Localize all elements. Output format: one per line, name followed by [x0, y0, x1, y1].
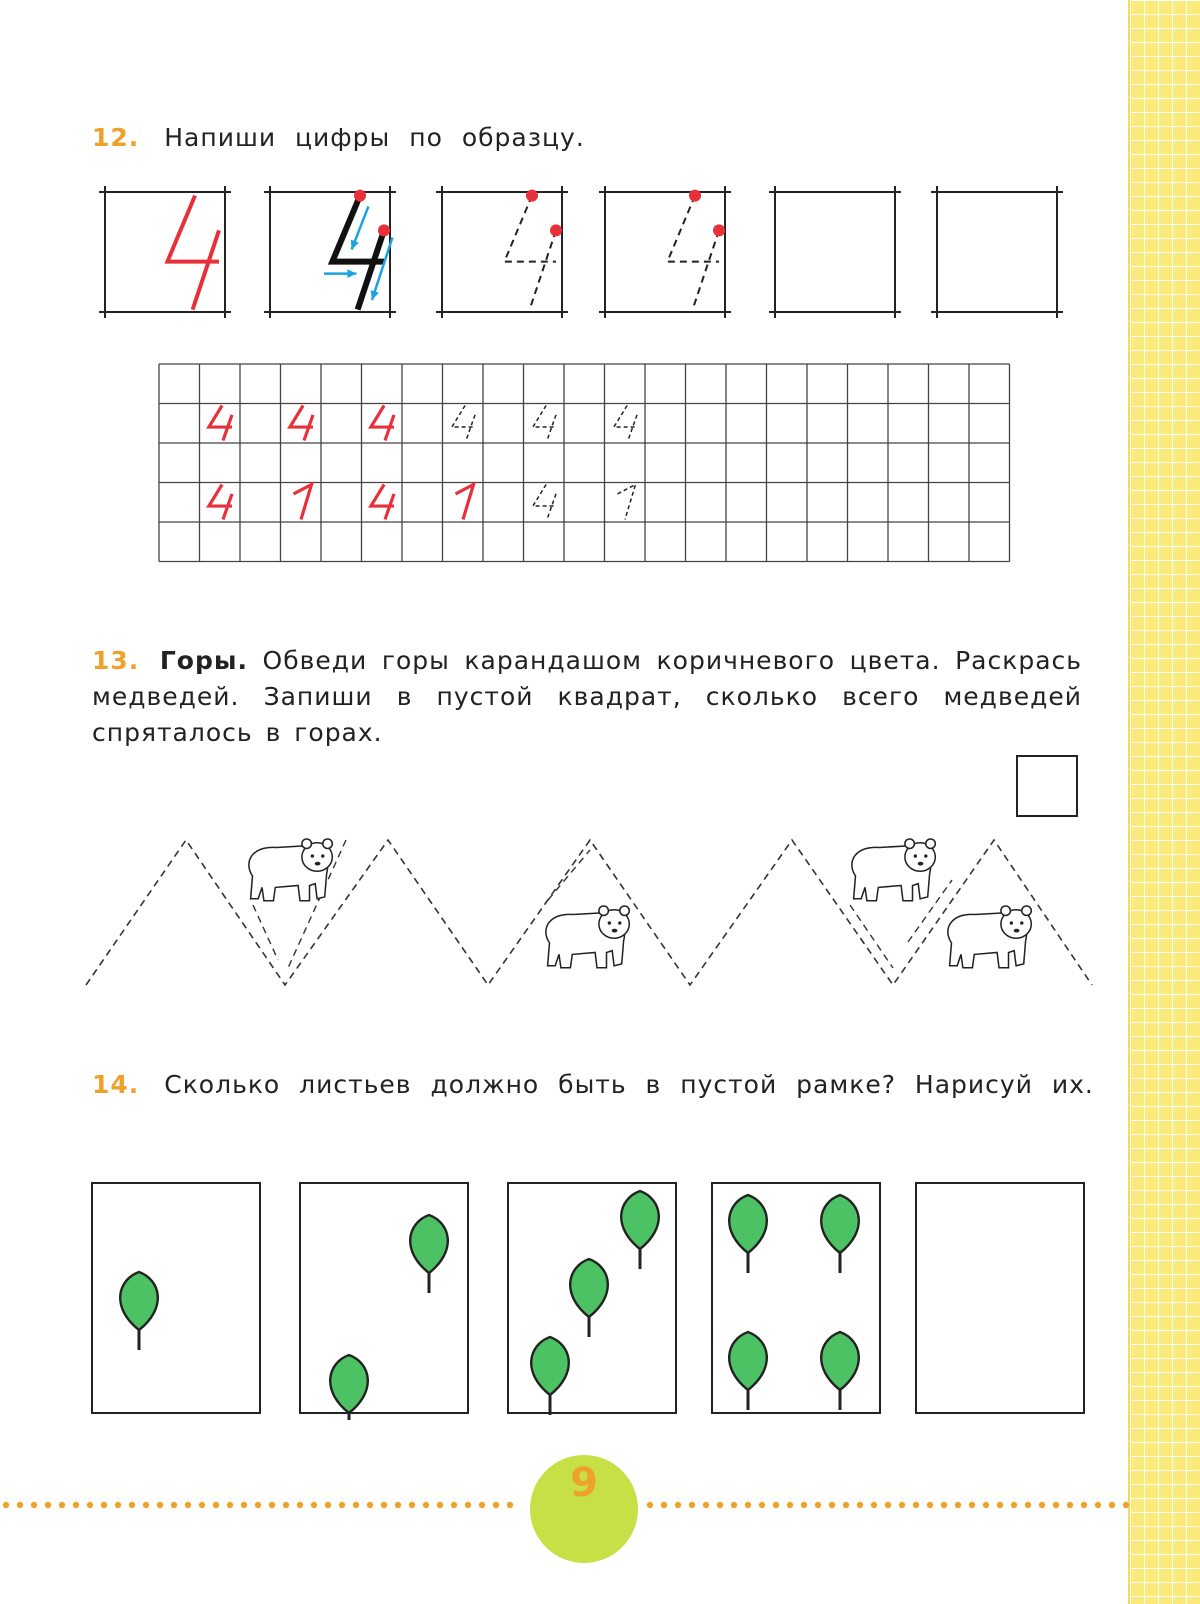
- footer-dot: [255, 1502, 261, 1508]
- footer-dot: [297, 1502, 303, 1508]
- footer-dot: [213, 1502, 219, 1508]
- footer-dot: [381, 1502, 387, 1508]
- footer-dot: [227, 1502, 233, 1508]
- footer-dot: [1067, 1502, 1073, 1508]
- footer-dot: [689, 1502, 695, 1508]
- page-number: [530, 1455, 638, 1563]
- page-number-text: 9: [570, 1460, 598, 1506]
- footer-dot: [997, 1502, 1003, 1508]
- task-14-number: 14.: [92, 1070, 140, 1099]
- footer-dot: [1095, 1502, 1101, 1508]
- footer-dot: [913, 1502, 919, 1508]
- footer-dot: [87, 1502, 93, 1508]
- footer-dot: [927, 1502, 933, 1508]
- footer-dot: [773, 1502, 779, 1508]
- footer-dot: [73, 1502, 79, 1508]
- footer-dot: [941, 1502, 947, 1508]
- footer-dot: [451, 1502, 457, 1508]
- footer-dot: [199, 1502, 205, 1508]
- footer-dot: [437, 1502, 443, 1508]
- footer-dot: [325, 1502, 331, 1508]
- footer-dot: [1123, 1502, 1129, 1508]
- footer-dot: [1109, 1502, 1115, 1508]
- footer-dot: [283, 1502, 289, 1508]
- task-12-number: 12.: [92, 123, 140, 152]
- footer-dot: [1011, 1502, 1017, 1508]
- footer-dot: [479, 1502, 485, 1508]
- footer-dot: [493, 1502, 499, 1508]
- footer-dot: [955, 1502, 961, 1508]
- footer-dot: [311, 1502, 317, 1508]
- footer-dot: [101, 1502, 107, 1508]
- footer-dot: [269, 1502, 275, 1508]
- footer-dot: [717, 1502, 723, 1508]
- footer-dot: [423, 1502, 429, 1508]
- footer-dot: [171, 1502, 177, 1508]
- footer-dot: [871, 1502, 877, 1508]
- footer-dot: [759, 1502, 765, 1508]
- footer-dot: [829, 1502, 835, 1508]
- footer-dot: [17, 1502, 23, 1508]
- footer-dot: [731, 1502, 737, 1508]
- task-13-text: Обведи горы карандашом коричневого цвета. Раскрась медведей. Запиши в пустой квадрат, сколько всего медведей спряталось в горах.: [92, 646, 1082, 747]
- footer-dot: [1025, 1502, 1031, 1508]
- footer-dot: [843, 1502, 849, 1508]
- footer-dot: [59, 1502, 65, 1508]
- footer-dot: [745, 1502, 751, 1508]
- footer-dot: [129, 1502, 135, 1508]
- footer-dot: [339, 1502, 345, 1508]
- footer-dot: [787, 1502, 793, 1508]
- footer-dot: [1039, 1502, 1045, 1508]
- footer-dot: [185, 1502, 191, 1508]
- footer-dot: [465, 1502, 471, 1508]
- footer-dot: [3, 1502, 9, 1508]
- footer-dot: [857, 1502, 863, 1508]
- footer-dot: [885, 1502, 891, 1508]
- footer-dot: [969, 1502, 975, 1508]
- footer-dot: [353, 1502, 359, 1508]
- footer-dot: [367, 1502, 373, 1508]
- footer-dot: [899, 1502, 905, 1508]
- footer-dot: [983, 1502, 989, 1508]
- footer-dot: [801, 1502, 807, 1508]
- footer-dot: [647, 1502, 653, 1508]
- footer-dot: [409, 1502, 415, 1508]
- footer-dot: [31, 1502, 37, 1508]
- footer-dot: [507, 1502, 513, 1508]
- footer-dot: [115, 1502, 121, 1508]
- footer-dot: [1081, 1502, 1087, 1508]
- footer-dot: [395, 1502, 401, 1508]
- task-12-text: Напиши цифры по образцу.: [164, 123, 585, 152]
- footer-dot: [157, 1502, 163, 1508]
- footer-dot: [661, 1502, 667, 1508]
- footer-dot: [143, 1502, 149, 1508]
- footer-dot: [1053, 1502, 1059, 1508]
- footer-dot: [45, 1502, 51, 1508]
- footer-dot: [675, 1502, 681, 1508]
- footer-dot: [703, 1502, 709, 1508]
- footer-dot: [815, 1502, 821, 1508]
- task-13-title: Горы.: [159, 646, 248, 675]
- footer-dot: [241, 1502, 247, 1508]
- side-margin-grid: [1128, 0, 1200, 1604]
- task-13-number: 13.: [92, 646, 140, 675]
- task-14-text: Сколько листьев должно быть в пустой рамке? Нарисуй их.: [164, 1070, 1094, 1099]
